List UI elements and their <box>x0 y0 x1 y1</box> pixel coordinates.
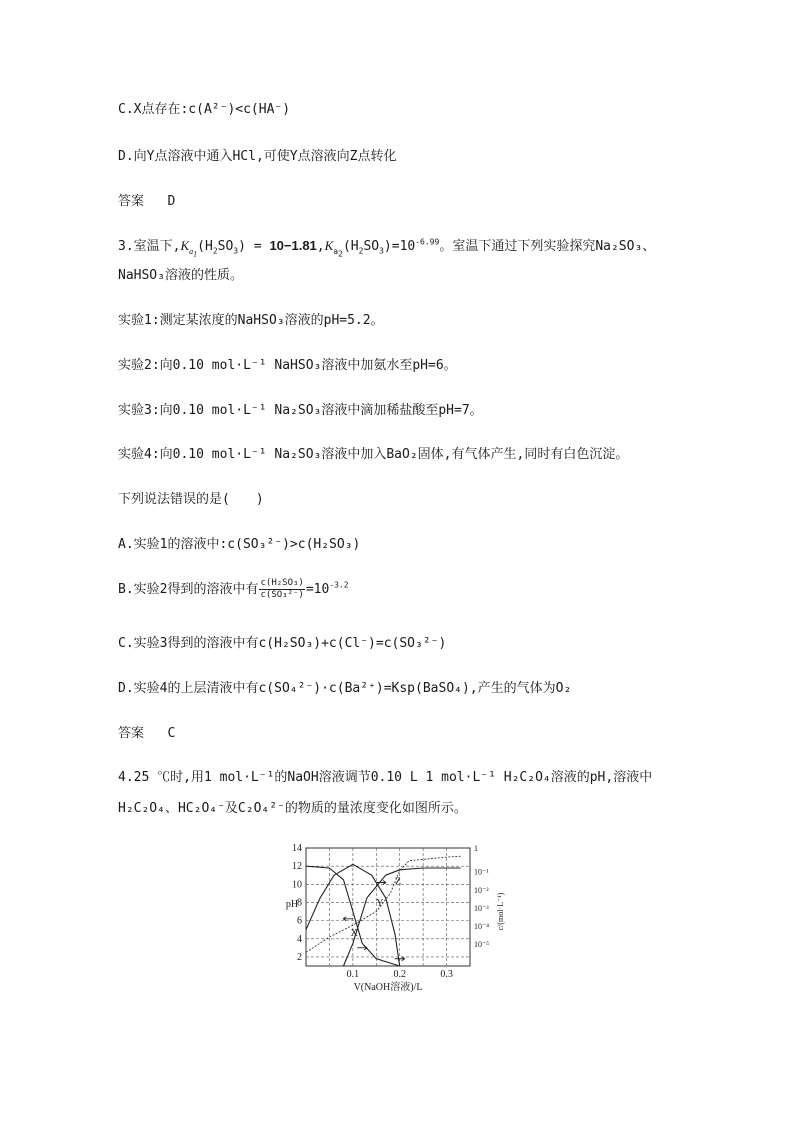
q3-stem-line2: NaHSO₃溶液的性质。 <box>118 268 243 283</box>
y-left-axis-label: pH <box>285 899 299 910</box>
direction-arrow <box>357 946 367 950</box>
y-right-tick-label: 10⁻⁴ <box>474 922 490 932</box>
y-right-tick-label: 1 <box>474 844 478 853</box>
y-right-tick-label: 10⁻¹ <box>474 867 489 877</box>
ka1-value: 10−1.81 <box>269 238 317 253</box>
q2-answer <box>118 193 175 211</box>
q3-question: 下列说法错误的是( ) <box>118 492 264 507</box>
y-right-tick-label: 10⁻² <box>474 885 489 895</box>
q3-stem: 3.室温下$,K_{a_1}(H_2SO_3) = 10-1.81,K_{a_2}(H_2SO_3)=10^{-6.99}$。室温下通过下列实验探究Na₂SO₃、 <box>118 237 656 259</box>
ka2-value: 10 <box>399 239 416 254</box>
option-b-prefix: B.实验2得到的溶液中有 <box>118 582 259 597</box>
q3-option-d: D.实验4的上层清液中有c(SO₄²⁻)·c(Ba²⁺)=Ksp(BaSO₄),产生的气体为O₂ <box>118 681 572 696</box>
answer-label: 答案 <box>118 726 145 741</box>
y-right-tick-label: 10⁻³ <box>474 903 489 913</box>
option-b-fraction: $\frac{\text{c(H₂SO₃)}}{\text{c(SO₃²⁻)}}$ <box>260 578 304 600</box>
point-label: X <box>350 928 358 940</box>
x-tick-label: 0.3 <box>440 969 453 980</box>
y-left-tick-label: 14 <box>292 843 302 854</box>
q3-exp2: 实验2:向0.10 mol·L⁻¹ NaHSO₃溶液中加氨水至pH=6。 <box>118 358 457 373</box>
series-line <box>306 866 400 966</box>
x-tick-label: 0.1 <box>346 969 360 980</box>
series-line <box>344 868 461 966</box>
answer-value: C <box>167 726 176 741</box>
q3-stem-suffix: 。室温下通过下列实验探究Na₂SO₃、 <box>439 239 656 254</box>
y-left-tick-label: 10 <box>292 879 302 891</box>
answer-value: D <box>167 194 176 209</box>
q3-option-b: B.实验2得到的溶液中有 $\frac{\text{c(H₂SO₃)}}{\text{c(SO₃²⁻)}}$ $=10^{-3.2}$ <box>118 578 349 600</box>
q3-option-c: C.实验3得到的溶液中有c(H₂SO₃)+c(Cl⁻)=c(SO₃²⁻) <box>118 636 447 651</box>
y-right-axis-label: c/(mol·L⁻¹) <box>496 892 505 931</box>
x-axis-label: V(NaOH溶液)/L <box>353 982 423 993</box>
direction-arrow <box>343 917 353 921</box>
q2-option-d: D.向Y点溶液中通入HCl,可使Y点溶液向Z点转化 <box>118 149 397 164</box>
q4-stem-line1: 4.25 ℃时,用1 mol·L⁻¹的NaOH溶液调节0.10 L 1 mol·L⁻¹ H₂C₂O₄溶液的pH,溶液中 <box>118 770 653 785</box>
point-label: Z <box>395 876 402 888</box>
q3-exp1: 实验1:测定某浓度的NaHSO₃溶液的pH=5.2。 <box>118 313 384 328</box>
y-left-tick-label: 6 <box>297 915 302 927</box>
ka2-exponent: -6.99 <box>415 237 440 247</box>
q2-option-c: C.X点存在:c(A²⁻)<c(HA⁻) <box>118 102 291 117</box>
y-left-tick-label: 4 <box>297 933 302 945</box>
y-left-tick-label: 8 <box>297 897 302 909</box>
ka1-symbol: $K_{a_1}$ <box>180 238 198 259</box>
q3-stem-prefix: 3.室温下, <box>118 239 181 254</box>
answer-label: 答案 <box>118 194 145 209</box>
y-left-tick-label: 2 <box>297 951 302 963</box>
x-tick-label: 0.2 <box>393 969 406 980</box>
q3-exp4: 实验4:向0.10 mol·L⁻¹ Na₂SO₃溶液中加入BaO₂固体,有气体产生,同时有白色沉淀。 <box>118 447 629 462</box>
concentration-ph-chart <box>280 838 510 998</box>
point-label: Y <box>376 898 384 910</box>
q3-exp3: 实验3:向0.10 mol·L⁻¹ Na₂SO₃溶液中滴加稀盐酸至pH=7。 <box>118 403 483 418</box>
y-right-tick-label: 10⁻⁵ <box>474 940 490 950</box>
q3-answer <box>118 725 175 743</box>
q3-option-a: A.实验1的溶液中:c(SO₃²⁻)>c(H₂SO₃) <box>118 537 361 552</box>
q4-stem-line2: H₂C₂O₄、HC₂O₄⁻及C₂O₄²⁻的物质的量浓度变化如图所示。 <box>118 801 467 816</box>
y-left-tick-label: 12 <box>292 861 302 873</box>
